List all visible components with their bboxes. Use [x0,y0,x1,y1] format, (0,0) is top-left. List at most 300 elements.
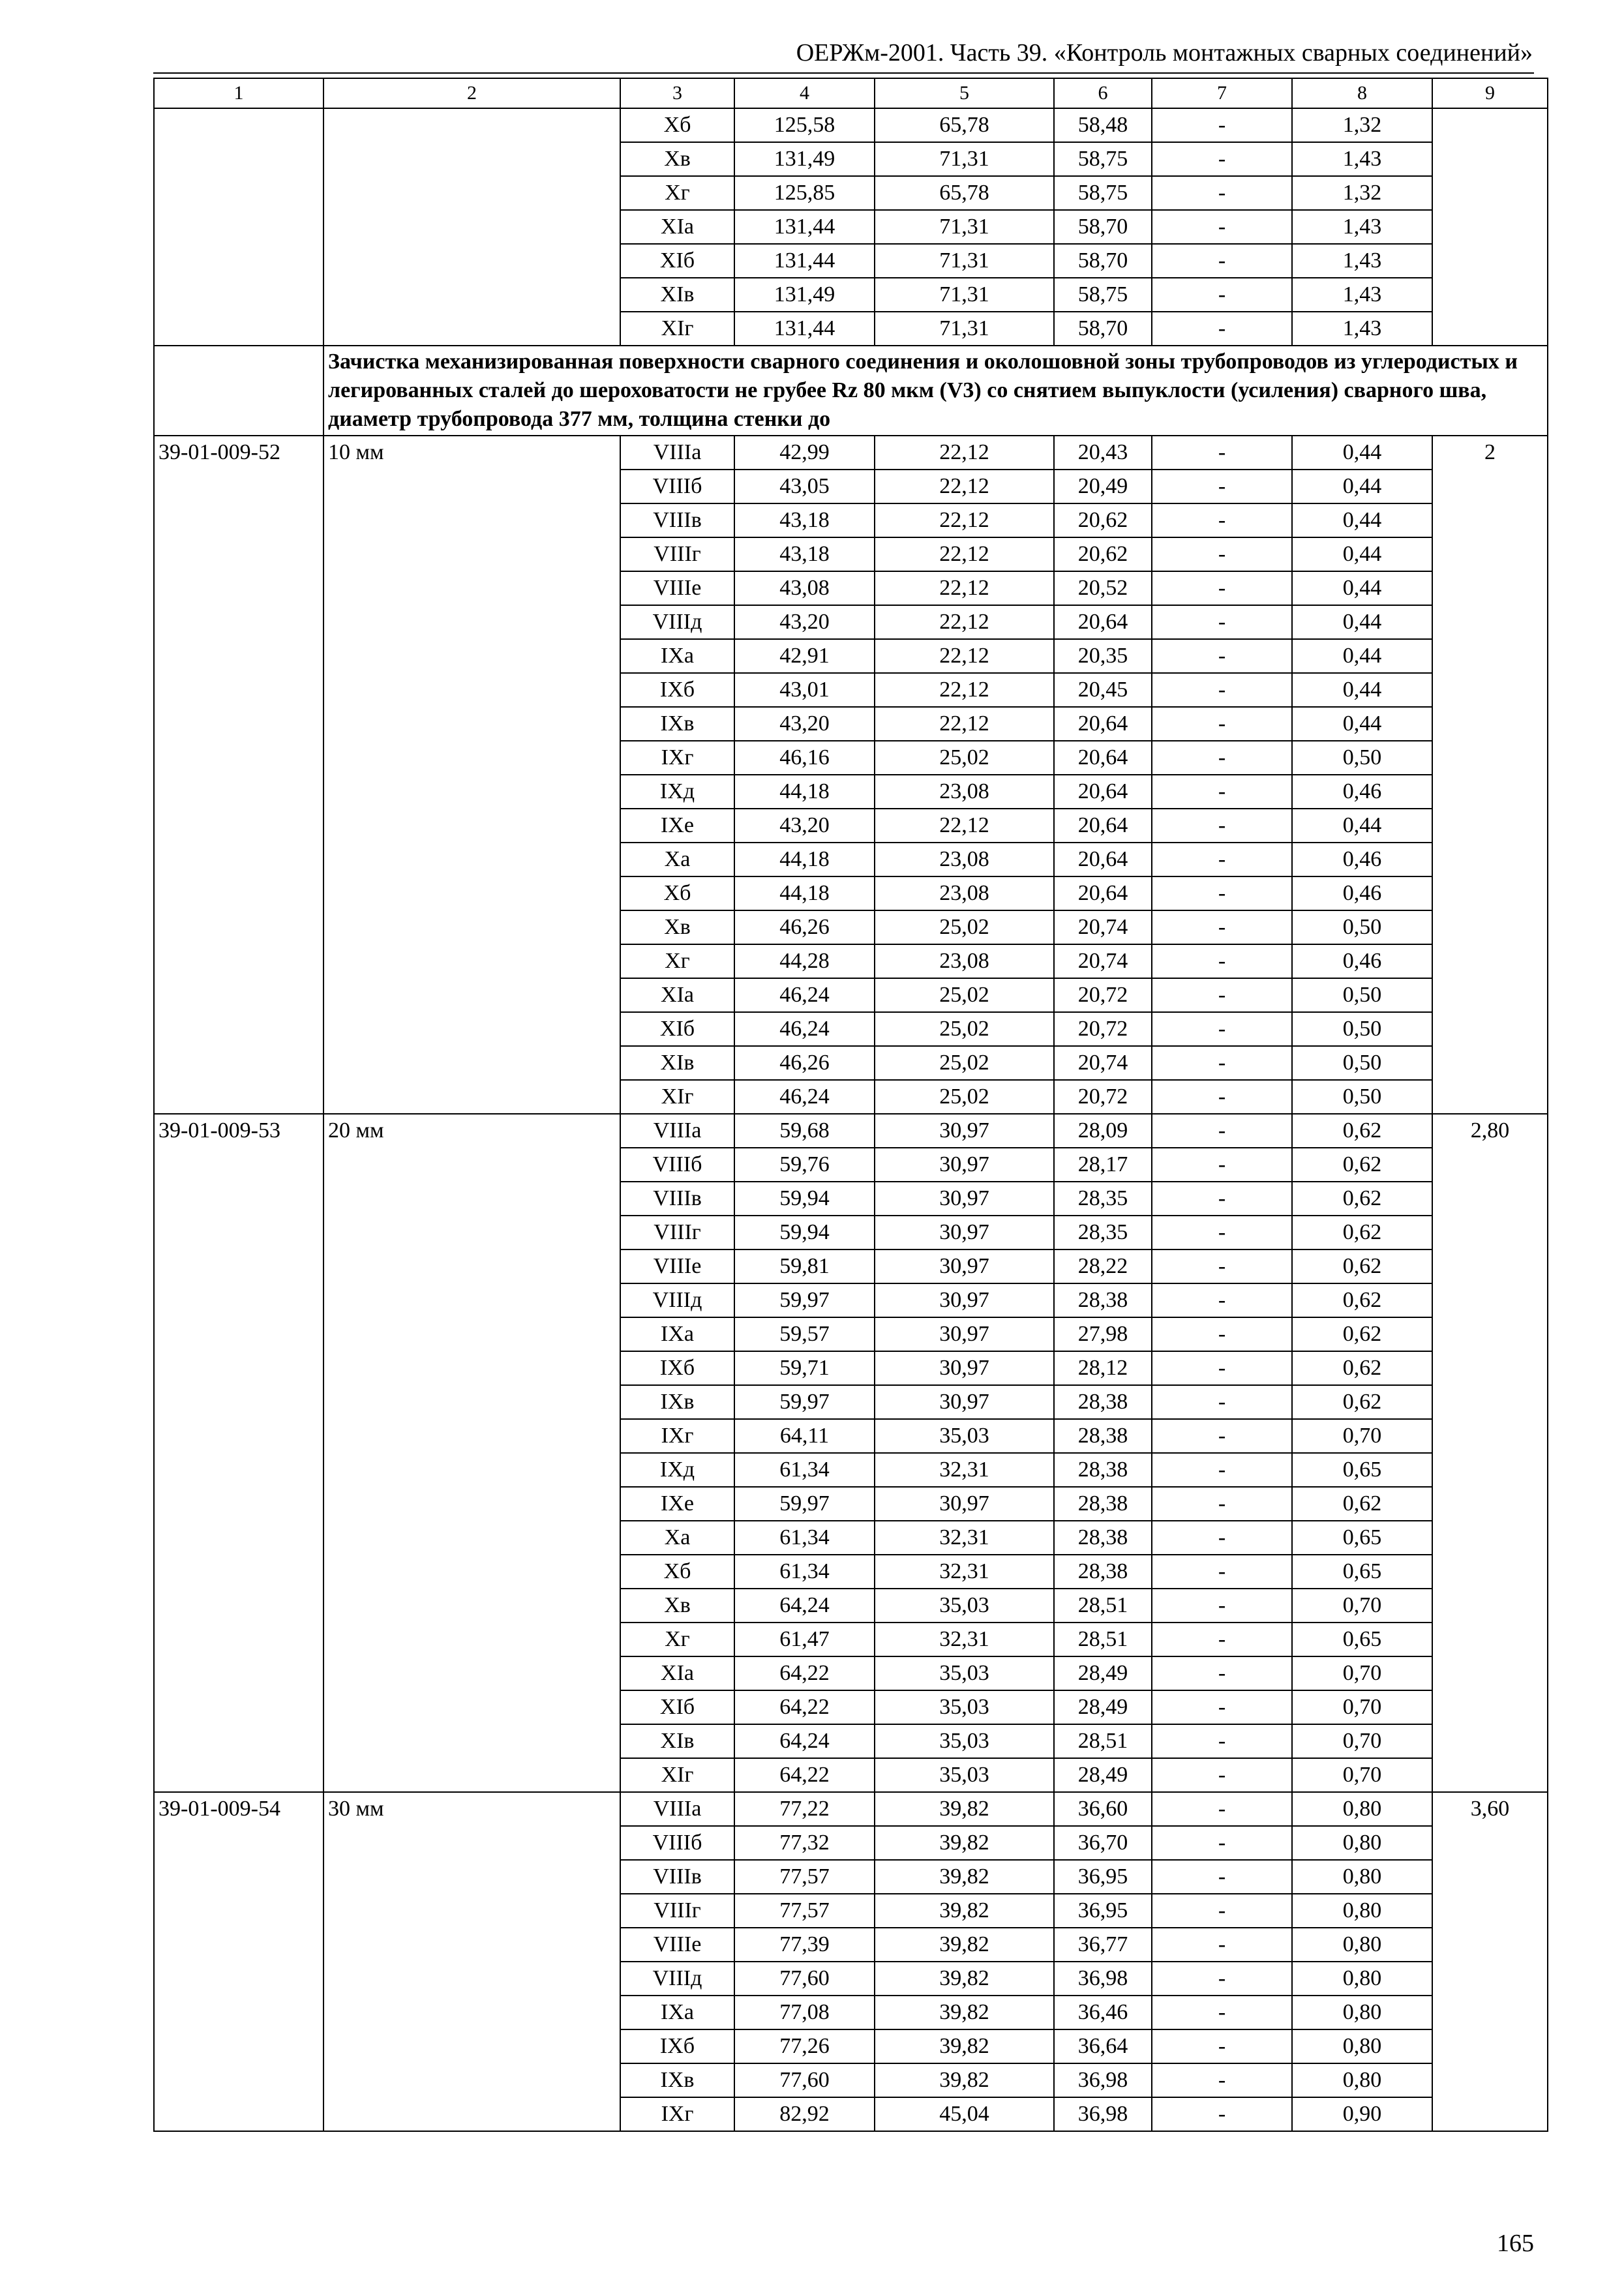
cell-c5: 71,31 [875,244,1054,278]
cell-c8: 0,65 [1292,1453,1432,1487]
cell-c7: - [1152,1182,1292,1216]
cell-c5: 25,02 [875,1012,1054,1046]
cell-c6: 28,38 [1054,1555,1152,1589]
cell-c8: 0,44 [1292,470,1432,503]
cell-c4: 64,24 [734,1589,875,1623]
cell-c5: 39,82 [875,1928,1054,1962]
cell-c4: 43,20 [734,809,875,843]
cell-c5: 30,97 [875,1182,1054,1216]
column-number: 6 [1054,78,1152,108]
cell-c7: - [1152,1656,1292,1690]
cell-c4: 42,91 [734,639,875,673]
cell-c7: - [1152,278,1292,312]
cell-c7: - [1152,312,1292,346]
cell-c7: - [1152,1928,1292,1962]
cell-c7: - [1152,1996,1292,2029]
cell-c4: 64,22 [734,1690,875,1724]
cell-c6: 28,51 [1054,1623,1152,1656]
cell-c4: 44,18 [734,876,875,910]
cell-c3: VIIIб [620,470,734,503]
cell-c8: 0,62 [1292,1114,1432,1148]
cell-c8: 1,43 [1292,312,1432,346]
cell-c6: 28,17 [1054,1148,1152,1182]
cell-c7: - [1152,605,1292,639]
cell-c6: 20,64 [1054,741,1152,775]
cell-c3: XIа [620,978,734,1012]
cell-c7: - [1152,910,1292,944]
cell-c6: 58,70 [1054,244,1152,278]
cell-c5: 35,03 [875,1656,1054,1690]
cell-c8: 0,70 [1292,1724,1432,1758]
cell-c6: 28,51 [1054,1724,1152,1758]
cell-c4: 43,18 [734,503,875,537]
cell-c6: 36,70 [1054,1826,1152,1860]
cell-c7: - [1152,1724,1292,1758]
cell-c7: - [1152,1758,1292,1792]
cell-c8: 0,46 [1292,876,1432,910]
cell-c9: 3,60 [1432,1792,1548,2131]
cell-c3: XIг [620,312,734,346]
cell-c4: 46,26 [734,1046,875,1080]
cell-c8: 0,50 [1292,1012,1432,1046]
cell-c4: 43,18 [734,537,875,571]
cell-c5: 30,97 [875,1249,1054,1283]
cell-c4: 131,44 [734,244,875,278]
cell-c8: 0,44 [1292,503,1432,537]
cell-c4: 46,26 [734,910,875,944]
cell-c3: XIг [620,1758,734,1792]
cell-c4: 125,58 [734,108,875,142]
cell-c3: Xб [620,108,734,142]
cell-c3: XIа [620,1656,734,1690]
cell-c5: 71,31 [875,210,1054,244]
cell-c7: - [1152,2097,1292,2131]
cell-c8: 0,65 [1292,1521,1432,1555]
cell-c5: 22,12 [875,503,1054,537]
cell-c3: XIг [620,1080,734,1114]
cell-c3: VIIIд [620,605,734,639]
cell-c6: 58,48 [1054,108,1152,142]
cell-c5: 22,12 [875,605,1054,639]
cell-c5: 30,97 [875,1216,1054,1249]
cell-c8: 0,70 [1292,1758,1432,1792]
cell-c3: Xв [620,142,734,176]
cell-c3: VIIIг [620,1216,734,1249]
wall-thickness: 10 мм [323,436,620,1114]
cell-c8: 0,50 [1292,1046,1432,1080]
wall-thickness: 20 мм [323,1114,620,1792]
cell-c6: 36,98 [1054,1962,1152,1996]
cell-c4: 131,44 [734,312,875,346]
cell-c4: 131,44 [734,210,875,244]
cell-c7: - [1152,436,1292,470]
cell-c6: 36,64 [1054,2029,1152,2063]
cell-c6: 28,09 [1054,1114,1152,1148]
cell-c5: 25,02 [875,978,1054,1012]
cell-c4: 46,24 [734,1012,875,1046]
cell-c8: 0,65 [1292,1623,1432,1656]
cell-c7: - [1152,571,1292,605]
cell-c6: 28,38 [1054,1385,1152,1419]
cell-c5: 25,02 [875,1080,1054,1114]
cell-c4: 59,76 [734,1148,875,1182]
cell-c6: 28,38 [1054,1521,1152,1555]
cell-c4: 61,47 [734,1623,875,1656]
cell-c4: 43,01 [734,673,875,707]
empty-thickness-cell [323,108,620,346]
cell-c4: 59,81 [734,1249,875,1283]
cell-c3: IXг [620,741,734,775]
cell-c6: 20,49 [1054,470,1152,503]
cell-c8: 0,62 [1292,1283,1432,1317]
cell-c3: VIIIв [620,503,734,537]
cell-c8: 0,80 [1292,1962,1432,1996]
table-row [154,108,1548,142]
cell-c5: 30,97 [875,1351,1054,1385]
cell-c4: 44,18 [734,775,875,809]
cell-c7: - [1152,2063,1292,2097]
cell-c5: 30,97 [875,1317,1054,1351]
cell-c7: - [1152,1623,1292,1656]
cell-c4: 77,32 [734,1826,875,1860]
cell-c3: IXб [620,1351,734,1385]
cell-c4: 59,68 [734,1114,875,1148]
cell-c3: IXд [620,775,734,809]
cell-c4: 77,57 [734,1894,875,1928]
cell-c5: 39,82 [875,2063,1054,2097]
cell-c5: 32,31 [875,1521,1054,1555]
cell-c5: 71,31 [875,278,1054,312]
cell-c3: Xв [620,910,734,944]
cell-c8: 0,80 [1292,1860,1432,1894]
cell-c3: IXа [620,1996,734,2029]
cell-c3: IXг [620,2097,734,2131]
cell-c8: 0,50 [1292,741,1432,775]
cell-c7: - [1152,1690,1292,1724]
cell-c5: 32,31 [875,1453,1054,1487]
cell-c6: 36,95 [1054,1894,1152,1928]
cell-c8: 0,44 [1292,436,1432,470]
cell-c4: 77,60 [734,2063,875,2097]
table-row [154,436,1548,470]
cell-c6: 28,38 [1054,1453,1152,1487]
cell-c9: 2,80 [1432,1114,1548,1792]
cell-c3: VIIIе [620,1249,734,1283]
cell-c8: 0,62 [1292,1351,1432,1385]
cell-c3: IXд [620,1453,734,1487]
cell-c7: - [1152,176,1292,210]
cell-c6: 28,35 [1054,1182,1152,1216]
cell-c6: 20,62 [1054,503,1152,537]
cell-c5: 39,82 [875,1860,1054,1894]
cell-c7: - [1152,809,1292,843]
cell-c6: 27,98 [1054,1317,1152,1351]
cell-c7: - [1152,108,1292,142]
cell-c7: - [1152,876,1292,910]
wall-thickness: 30 мм [323,1792,620,2131]
cell-c8: 0,70 [1292,1690,1432,1724]
cell-c6: 28,49 [1054,1690,1152,1724]
cell-c7: - [1152,1249,1292,1283]
cell-c3: VIIIг [620,1894,734,1928]
cell-c4: 125,85 [734,176,875,210]
cell-c3: Xг [620,944,734,978]
cell-c7: - [1152,503,1292,537]
cell-c8: 0,62 [1292,1182,1432,1216]
header-rule [153,72,1534,74]
cell-c5: 71,31 [875,142,1054,176]
cell-c4: 61,34 [734,1521,875,1555]
cell-c7: - [1152,843,1292,876]
cell-c6: 20,52 [1054,571,1152,605]
cell-c5: 25,02 [875,1046,1054,1080]
cell-c7: - [1152,1453,1292,1487]
cell-c3: XIа [620,210,734,244]
cell-c7: - [1152,1826,1292,1860]
cell-c3: VIIIв [620,1182,734,1216]
cell-c7: - [1152,741,1292,775]
cell-c6: 20,72 [1054,978,1152,1012]
column-number: 8 [1292,78,1432,108]
cell-c5: 30,97 [875,1487,1054,1521]
cell-c4: 64,24 [734,1724,875,1758]
cell-c8: 0,80 [1292,1928,1432,1962]
empty-section-code-cell [154,346,323,436]
cell-c5: 32,31 [875,1623,1054,1656]
cell-c8: 1,43 [1292,278,1432,312]
cell-c4: 77,57 [734,1860,875,1894]
cell-c6: 28,38 [1054,1283,1152,1317]
cell-c7: - [1152,1012,1292,1046]
cell-c3: VIIIг [620,537,734,571]
cell-c7: - [1152,1317,1292,1351]
cell-c5: 32,31 [875,1555,1054,1589]
cell-c5: 23,08 [875,843,1054,876]
cell-c6: 28,22 [1054,1249,1152,1283]
cell-c8: 0,62 [1292,1317,1432,1351]
empty-code-cell [154,108,323,346]
cell-c8: 0,80 [1292,2063,1432,2097]
cell-c5: 22,12 [875,571,1054,605]
cell-c4: 43,20 [734,605,875,639]
cell-c8: 0,44 [1292,639,1432,673]
cell-c3: IXв [620,1385,734,1419]
cell-c5: 30,97 [875,1148,1054,1182]
cell-c3: Xа [620,843,734,876]
column-number: 1 [154,78,323,108]
cell-c7: - [1152,775,1292,809]
cell-c5: 35,03 [875,1758,1054,1792]
cell-c4: 59,97 [734,1487,875,1521]
cell-c6: 58,75 [1054,278,1152,312]
cell-c3: XIб [620,244,734,278]
cell-c4: 59,94 [734,1182,875,1216]
cell-c6: 58,70 [1054,210,1152,244]
cell-c3: VIIIв [620,1860,734,1894]
cell-c7: - [1152,1351,1292,1385]
cell-c6: 20,62 [1054,537,1152,571]
cell-c5: 65,78 [875,176,1054,210]
cell-c6: 20,64 [1054,605,1152,639]
cell-c6: 36,98 [1054,2097,1152,2131]
section-row [154,346,1548,436]
cell-c6: 36,77 [1054,1928,1152,1962]
cell-c3: XIв [620,278,734,312]
cell-c8: 1,43 [1292,142,1432,176]
cell-c3: XIв [620,1724,734,1758]
cell-c4: 59,94 [734,1216,875,1249]
cell-c3: Xг [620,176,734,210]
cell-c6: 20,74 [1054,910,1152,944]
section-title: Зачистка механизированная поверхности сварного соединения и околошовной зоны трубопроводов из углеродистых и легированных сталей до шероховатости не грубее Rz 80 мкм (V3) со снятием выпуклости (усиления) сварного шва, диаметр трубопровода 377 мм, толщина стенки до [323,346,1548,436]
cell-c3: IXб [620,2029,734,2063]
cell-c8: 1,43 [1292,210,1432,244]
cell-c5: 30,97 [875,1283,1054,1317]
cell-c4: 77,26 [734,2029,875,2063]
cell-c5: 30,97 [875,1385,1054,1419]
cell-c5: 35,03 [875,1589,1054,1623]
cell-c3: IXа [620,639,734,673]
column-number: 4 [734,78,875,108]
cell-c4: 77,08 [734,1996,875,2029]
cell-c4: 59,57 [734,1317,875,1351]
cell-c8: 1,32 [1292,108,1432,142]
cell-c4: 77,60 [734,1962,875,1996]
cell-c3: VIIIд [620,1283,734,1317]
cell-c7: - [1152,1555,1292,1589]
cell-c3: VIIIе [620,571,734,605]
cell-c4: 64,22 [734,1656,875,1690]
cell-c5: 22,12 [875,809,1054,843]
cell-c7: - [1152,1521,1292,1555]
cell-c5: 71,31 [875,312,1054,346]
cell-c7: - [1152,1894,1292,1928]
cell-c7: - [1152,978,1292,1012]
cell-c3: VIIIб [620,1148,734,1182]
cell-c5: 22,12 [875,537,1054,571]
cell-c6: 28,49 [1054,1656,1152,1690]
cell-c8: 0,80 [1292,1996,1432,2029]
cell-c6: 20,45 [1054,673,1152,707]
cell-c4: 131,49 [734,278,875,312]
cell-c8: 0,90 [1292,2097,1432,2131]
cell-c4: 43,05 [734,470,875,503]
cell-c5: 35,03 [875,1724,1054,1758]
cell-c3: IXв [620,2063,734,2097]
cell-c7: - [1152,1419,1292,1453]
cell-c7: - [1152,1487,1292,1521]
cell-c8: 0,62 [1292,1249,1432,1283]
cell-c3: Xа [620,1521,734,1555]
cell-c4: 61,34 [734,1555,875,1589]
cell-c3: VIIIа [620,1114,734,1148]
cell-c4: 59,97 [734,1385,875,1419]
cell-c7: - [1152,1283,1292,1317]
cell-c8: 0,70 [1292,1419,1432,1453]
cell-c4: 77,39 [734,1928,875,1962]
cell-c3: VIIIб [620,1826,734,1860]
cell-c3: XIб [620,1012,734,1046]
cell-c7: - [1152,2029,1292,2063]
cell-c6: 36,95 [1054,1860,1152,1894]
cell-c4: 64,11 [734,1419,875,1453]
rate-code: 39-01-009-54 [154,1792,323,2131]
cell-c6: 20,43 [1054,436,1152,470]
cell-c5: 39,82 [875,2029,1054,2063]
cell-c8: 0,46 [1292,775,1432,809]
cell-c3: VIIIа [620,1792,734,1826]
cell-c3: VIIIе [620,1928,734,1962]
cell-c6: 28,35 [1054,1216,1152,1249]
cell-c6: 36,98 [1054,2063,1152,2097]
cell-c4: 46,24 [734,1080,875,1114]
cell-c8: 1,43 [1292,244,1432,278]
cell-c8: 0,65 [1292,1555,1432,1589]
cell-c8: 0,46 [1292,944,1432,978]
column-number: 9 [1432,78,1548,108]
cell-c9: 2 [1432,436,1548,1114]
cell-c5: 23,08 [875,775,1054,809]
cell-c8: 0,50 [1292,910,1432,944]
cell-c7: - [1152,1216,1292,1249]
cell-c8: 0,62 [1292,1148,1432,1182]
cell-c7: - [1152,1860,1292,1894]
cell-c4: 46,16 [734,741,875,775]
column-number-row [154,78,1548,108]
cell-c4: 44,18 [734,843,875,876]
cell-c3: IXв [620,707,734,741]
cell-c8: 0,62 [1292,1385,1432,1419]
cell-c6: 36,60 [1054,1792,1152,1826]
cell-c5: 39,82 [875,1962,1054,1996]
cell-c4: 61,34 [734,1453,875,1487]
cell-c8: 1,32 [1292,176,1432,210]
rate-code: 39-01-009-52 [154,436,323,1114]
cell-c5: 22,12 [875,436,1054,470]
rates-table [153,78,1548,2132]
cell-c8: 0,44 [1292,707,1432,741]
cell-c7: - [1152,639,1292,673]
cell-c7: - [1152,1792,1292,1826]
cell-c3: IXе [620,1487,734,1521]
cell-c5: 39,82 [875,1792,1054,1826]
cell-c3: Xб [620,1555,734,1589]
cell-c8: 0,62 [1292,1216,1432,1249]
cell-c7: - [1152,1589,1292,1623]
cell-c5: 39,82 [875,1996,1054,2029]
cell-c3: IXе [620,809,734,843]
cell-c8: 0,70 [1292,1589,1432,1623]
cell-c5: 22,12 [875,707,1054,741]
column-number: 5 [875,78,1054,108]
cell-c6: 28,38 [1054,1419,1152,1453]
rate-code: 39-01-009-53 [154,1114,323,1792]
cell-c8: 0,44 [1292,809,1432,843]
cell-c7: - [1152,1114,1292,1148]
cell-c3: XIв [620,1046,734,1080]
cell-c7: - [1152,1962,1292,1996]
cell-c3: IXа [620,1317,734,1351]
column-number: 2 [323,78,620,108]
column-number: 3 [620,78,734,108]
cell-c7: - [1152,707,1292,741]
cell-c8: 0,80 [1292,2029,1432,2063]
cell-c6: 20,64 [1054,843,1152,876]
cell-c3: Xг [620,1623,734,1656]
cell-c8: 0,44 [1292,537,1432,571]
column-number: 7 [1152,78,1292,108]
cell-c7: - [1152,142,1292,176]
